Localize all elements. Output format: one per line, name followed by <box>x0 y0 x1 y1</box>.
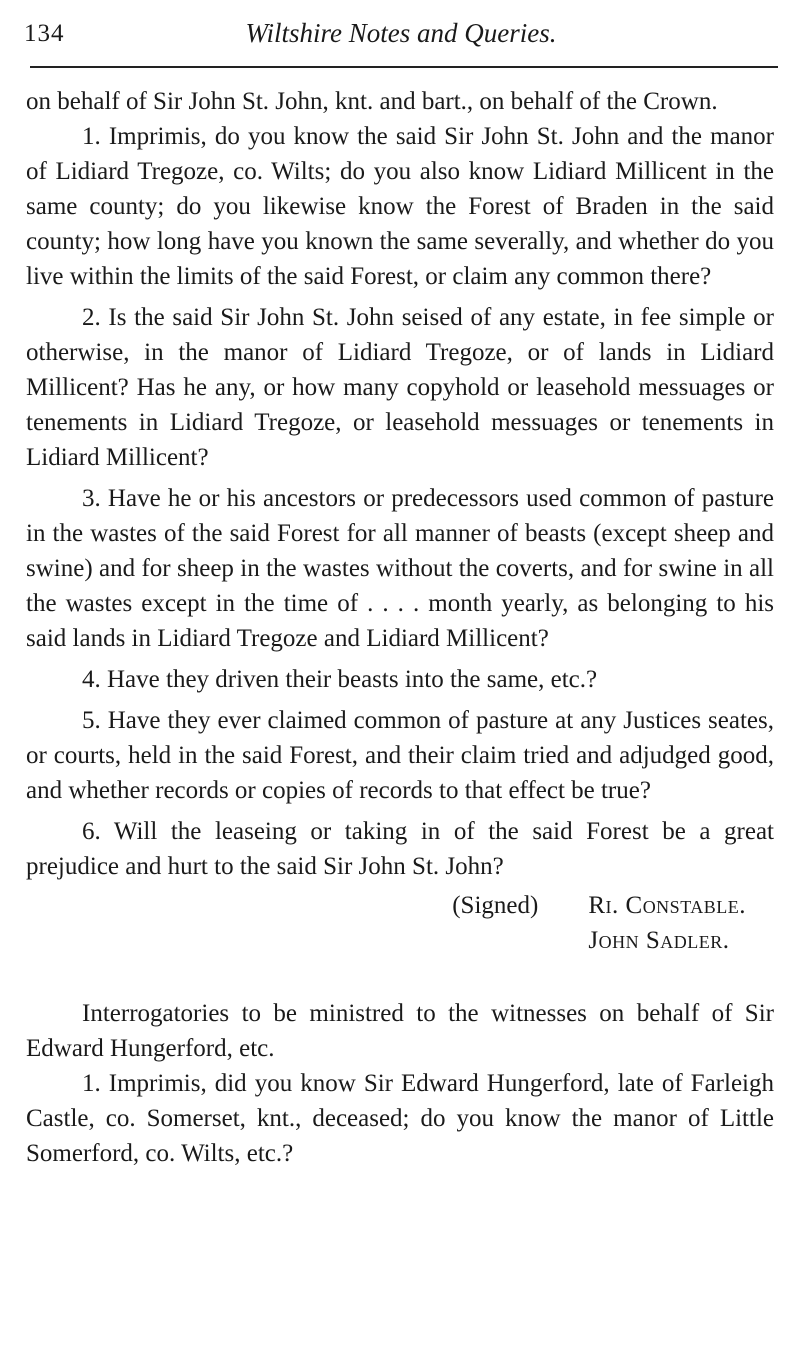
signatory-constable: Ri. Constable. <box>588 892 746 919</box>
page-number: 134 <box>24 20 65 47</box>
interrogatory-5: 5. Have they ever claimed common of pasture at any Justices seates, or courts, held in the said Forest, and their claim tried and adjudged good, and whether records or copies of records to that effect be true? <box>26 707 774 804</box>
section-heading-paragraph: Interrogatories to be ministred to the witnesses on behalf of Sir Edward Hungerford, etc. <box>26 1000 774 1062</box>
running-title: Wiltshire Notes and Queries. <box>245 18 557 48</box>
header-rule <box>30 66 778 68</box>
signed-label: (Signed) <box>452 892 539 919</box>
interrogatory-3: 3. Have he or his ancestors or predecessors used common of pasture in the wastes of the said Forest for all manner of beasts (except sheep and swine) and for sheep in the wastes without the coverts, and for swine in all the wastes except in the time of . . . . month yearly, as belonging to his said lands in Lidiard Tregoze and Lidiard Millicent? <box>26 485 774 652</box>
interrogatory-6: 6. Will the leaseing or taking in of the said Forest be a great prejudice and hurt to the said Sir John St. John? <box>26 818 774 880</box>
page-body <box>26 84 774 1171</box>
signatory-sadler: John Sadler. <box>588 927 730 954</box>
interrogatory-4: 4. Have they driven their beasts into the same, etc.? <box>82 666 598 693</box>
page-header <box>24 18 778 58</box>
interrogatory-2: 2. Is the said Sir John St. John seised of any estate, in fee simple or otherwise, in the manor of Lidiard Tregoze, or of lands in Lidiard Millicent? Has he any, or how many copyhold or leasehold messuages or tenements in Lidiard Tregoze, or leasehold messuages or tenements in Lidiard Millicent? <box>26 304 774 471</box>
signature-block <box>26 888 774 958</box>
interrogatory-hungerford-1: 1. Imprimis, did you know Sir Edward Hungerford, late of Farleigh Castle, co. Somerset, knt., deceased; do you know the manor of Little Somerford, co. Wilts, etc.? <box>26 1070 774 1167</box>
interrogatory-1: 1. Imprimis, do you know the said Sir John St. John and the manor of Lidiard Tregoze, co. Wilts; do you also know Lidiard Millicent in the same county; do you likewise know the Forest of Braden in the said county; how long have you known the same severally, and whether do you live within the limits of the said Forest, or claim any common there? <box>26 123 774 290</box>
paragraph-continuation: on behalf of Sir John St. John, knt. and bart., on behalf of the Crown. <box>26 88 718 115</box>
